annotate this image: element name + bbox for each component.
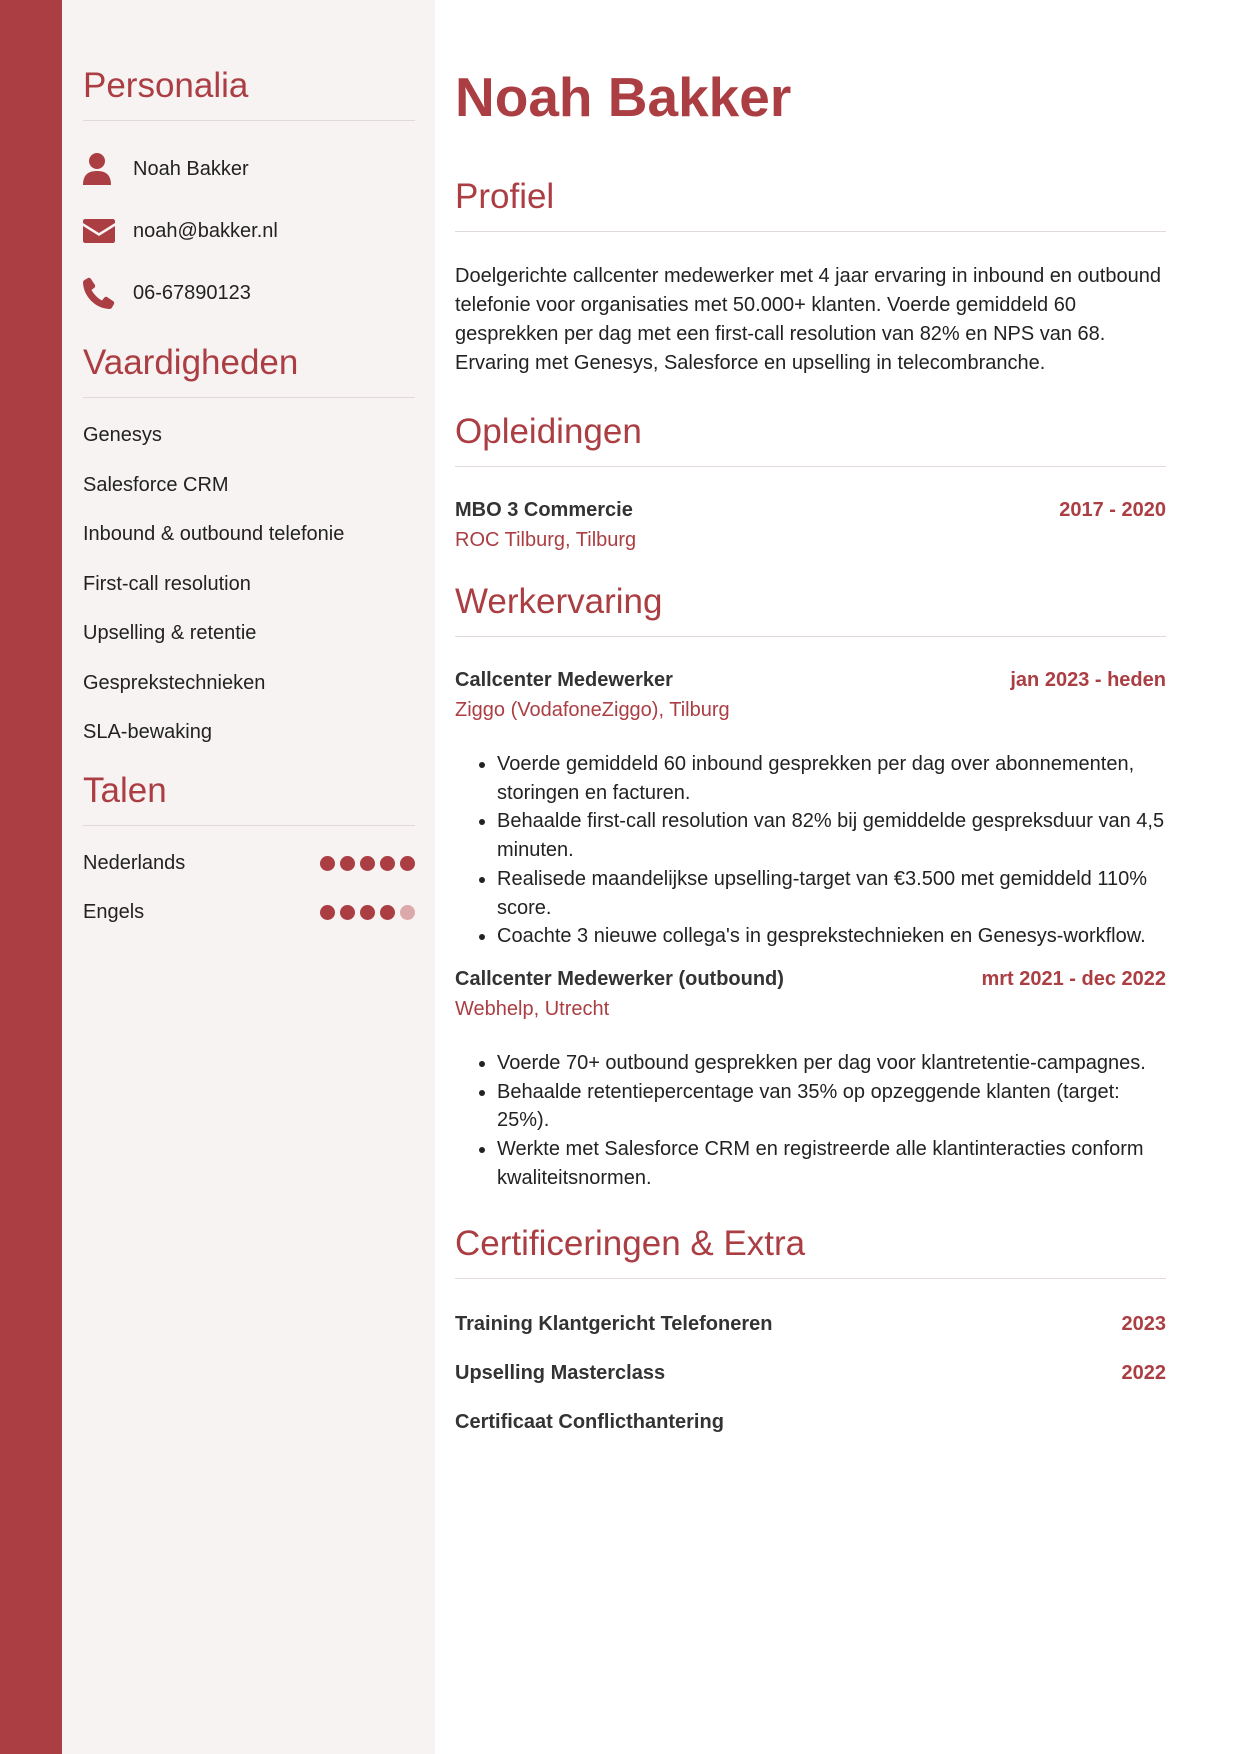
certification-item — [455, 1407, 1166, 1437]
work-entry — [455, 968, 1166, 1193]
language-name: Nederlands — [83, 851, 186, 874]
envelope-icon — [83, 213, 133, 249]
work-entry — [455, 669, 1166, 951]
skill-item: First-call resolution — [83, 572, 251, 595]
language-name: Engels — [83, 900, 145, 923]
contact-list — [83, 149, 415, 313]
work-date: mrt 2021 - dec 2022 — [981, 967, 1166, 990]
profile-text: Doelgerichte callcenter medewerker met 4 jaar ervaring in inbound en outbound telefonie voor organisaties met 50.000+ klanten. Voerde gemiddeld 60 gesprekken per dag met een first-call resolution van 82% en NPS van 68. Ervaring met Genesys, Salesforce en upselling in telecombranche. — [455, 265, 1161, 374]
work-bullet: • Coachte 3 nieuwe collega's in gesprekstechnieken en Genesys-workflow. — [497, 922, 1166, 951]
skill-item: Inbound & outbound telefonie — [83, 523, 345, 545]
certification-item — [455, 1309, 1166, 1339]
user-icon — [83, 151, 133, 187]
skill-item: Salesforce CRM — [83, 473, 229, 496]
skill-list — [83, 420, 415, 747]
contact-name — [83, 149, 415, 189]
languages-heading: Talen — [83, 771, 415, 826]
skills-heading: Vaardigheden — [83, 343, 415, 398]
work-entry-head — [455, 669, 1166, 692]
education-org: ROC Tilburg, Tilburg — [455, 529, 637, 551]
work-bullet: • Voerde 70+ outbound gesprekken per dag voor klantretentie-campagnes. — [497, 1049, 1166, 1078]
work-entry-head — [455, 968, 1166, 991]
contact-email-text[interactable]: noah@bakker.nl — [133, 219, 278, 242]
language-list — [83, 848, 415, 927]
certification-year: 2022 — [1121, 1362, 1166, 1385]
education-entry-head — [455, 499, 1166, 522]
work-bullet: • Realisede maandelijkse upselling-target van €3.500 met gemiddeld 110% score. — [497, 865, 1166, 922]
work-bullets — [455, 1049, 1166, 1193]
education-title: MBO 3 Commercie — [455, 499, 633, 521]
profile-heading: Profiel — [455, 177, 1166, 232]
certification-title: Training Klantgericht Telefoneren — [455, 1313, 773, 1336]
education-date: 2017 - 2020 — [1059, 499, 1166, 521]
language-item — [83, 848, 415, 878]
accent-stripe — [0, 0, 62, 1754]
skill-item: Upselling & retentie — [83, 622, 257, 644]
level-dot-filled — [340, 905, 355, 920]
level-dot-filled — [360, 856, 375, 871]
sidebar — [62, 0, 435, 1754]
level-dot-filled — [320, 905, 335, 920]
certification-title: Certificaat Conflicthantering — [455, 1411, 724, 1434]
phone-icon — [83, 275, 133, 311]
work-bullet: • Werkte met Salesforce CRM en registreerde alle klantinteracties conform kwaliteitsnormen. — [497, 1135, 1166, 1192]
level-dot-filled — [360, 905, 375, 920]
level-dot-empty — [400, 905, 415, 920]
level-dot-filled — [340, 856, 355, 871]
contact-name-text: Noah Bakker — [133, 157, 249, 180]
language-level-dots — [320, 856, 415, 871]
education-heading: Opleidingen — [455, 412, 1166, 467]
work-bullet: • Behaalde retentiepercentage van 35% op opzeggende klanten (target: 25%). — [497, 1078, 1166, 1135]
work-bullet: • Voerde gemiddeld 60 inbound gesprekken per dag over abonnementen, storingen en facturen. — [497, 750, 1166, 807]
work-title: Callcenter Medewerker (outbound) — [455, 967, 784, 990]
skill-item: Genesys — [83, 424, 162, 446]
skill-item: Gesprekstechnieken — [83, 671, 266, 694]
main-content — [435, 0, 1241, 1754]
skill-item: SLA-bewaking — [83, 721, 212, 743]
work-org: Webhelp, Utrecht — [455, 997, 610, 1020]
work-heading: Werkervaring — [455, 582, 1166, 637]
level-dot-filled — [400, 856, 415, 871]
contact-email — [83, 211, 415, 251]
level-dot-filled — [380, 905, 395, 920]
language-level-dots — [320, 905, 415, 920]
contact-phone-text[interactable]: 06-67890123 — [133, 281, 251, 304]
certification-year: 2023 — [1121, 1313, 1166, 1336]
personalia-heading: Personalia — [83, 66, 415, 121]
certification-title: Upselling Masterclass — [455, 1362, 666, 1385]
work-title: Callcenter Medewerker — [455, 669, 673, 691]
certifications-heading: Certificeringen & Extra — [455, 1224, 1166, 1279]
level-dot-filled — [320, 856, 335, 871]
candidate-name: Noah Bakker — [455, 66, 792, 128]
contact-phone — [83, 273, 415, 313]
work-org: Ziggo (VodafoneZiggo), Tilburg — [455, 699, 730, 721]
certification-item — [455, 1358, 1166, 1388]
work-bullets — [455, 750, 1166, 951]
level-dot-filled — [380, 856, 395, 871]
education-entry — [455, 499, 1166, 552]
language-item — [83, 897, 415, 927]
work-bullet: • Behaalde first-call resolution van 82% bij gemiddelde gespreksduur van 4,5 minuten. — [497, 807, 1166, 864]
certification-list — [455, 1309, 1166, 1437]
work-date: jan 2023 - heden — [1010, 669, 1166, 691]
